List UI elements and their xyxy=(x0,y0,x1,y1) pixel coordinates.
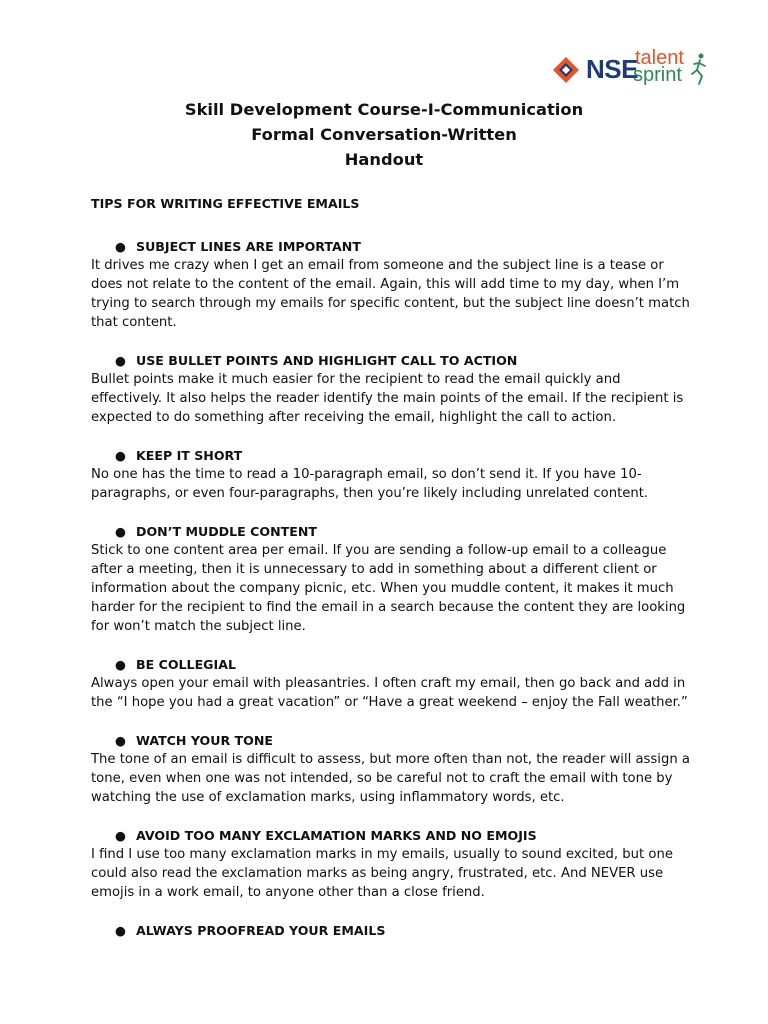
tip-section xyxy=(91,351,691,427)
tip-section xyxy=(91,731,691,807)
bullet-icon: ● xyxy=(115,239,126,254)
tip-heading-label: KEEP IT SHORT xyxy=(136,448,243,463)
tip-heading xyxy=(115,731,691,750)
tip-section xyxy=(91,446,691,503)
tip-section xyxy=(91,522,691,636)
tip-body: I find I use too many exclamation marks in my emails, usually to sound excited, but one could also read the exclamation marks as being angry, frustrated, etc. And NEVER use emojis in a work email, to anyone other than a close friend. xyxy=(91,847,673,900)
tip-heading-label: BE COLLEGIAL xyxy=(136,657,236,672)
tip-body: Always open your email with pleasantries. I often craft my email, then go back and add in the “I hope you had a great vacation” or “Have a great weekend – enjoy the Fall weather.” xyxy=(91,676,688,710)
bullet-icon: ● xyxy=(115,828,126,843)
handout-content xyxy=(91,194,691,959)
tip-body: The tone of an email is difficult to assess, but more often than not, the reader will assign a tone, even when one was not intended, so be careful not to craft the email with tone by watching the use of exclamation marks, using inflammatory words, etc. xyxy=(91,752,690,805)
bullet-icon: ● xyxy=(115,657,126,672)
tip-heading-label: WATCH YOUR TONE xyxy=(136,733,273,748)
document-title: Skill Development Course-I-Communication xyxy=(184,100,584,119)
tip-heading xyxy=(115,237,691,256)
tip-heading xyxy=(115,826,691,845)
document-subtitle: Formal Conversation-Written xyxy=(251,125,517,144)
document-title-block xyxy=(0,97,768,172)
nse-talentsprint-logo xyxy=(552,47,712,90)
bullet-icon: ● xyxy=(115,353,126,368)
tip-section xyxy=(91,237,691,332)
logo-sprint-text: sprint xyxy=(633,64,682,86)
tip-heading xyxy=(115,446,691,465)
tip-body: It drives me crazy when I get an email from someone and the subject line is a tease or does not relate to the content of the email. Again, this will add time to my day, when I’m trying to search through my emails for specific content, but the subject line doesn’t match that content. xyxy=(91,258,690,330)
tip-heading xyxy=(115,351,691,370)
bullet-icon: ● xyxy=(115,524,126,539)
tip-heading xyxy=(115,655,691,674)
tip-heading-label: AVOID TOO MANY EXCLAMATION MARKS AND NO EMOJIS xyxy=(136,828,537,843)
tip-body: Stick to one content area per email. If you are sending a follow-up email to a colleague after a meeting, then it is unnecessary to add in something about a different client or information about the company picnic, etc. When you muddle content, it makes it much harder for the recipient to find the email in a search because the content they are looking for won’t match the subject line. xyxy=(91,543,686,634)
tip-heading xyxy=(115,921,691,940)
tip-heading-label: DON’T MUDDLE CONTENT xyxy=(136,524,317,539)
tip-body: No one has the time to read a 10-paragraph email, so don’t send it. If you have 10-paragraphs, or even four-paragraphs, then you’re likely including unrelated content. xyxy=(91,467,649,501)
tip-section xyxy=(91,655,691,712)
section-heading: TIPS FOR WRITING EFFECTIVE EMAILS xyxy=(91,196,360,211)
tip-body: Bullet points make it much easier for the recipient to read the email quickly and effectively. It also helps the reader identify the main points of the email. If the recipient is expected to do something after receiving the email, highlight the call to action. xyxy=(91,372,684,425)
nse-logo-mark-icon xyxy=(552,56,580,84)
bullet-icon: ● xyxy=(115,923,126,938)
logo-nse-text: NSE xyxy=(586,54,638,84)
tip-heading-label: USE BULLET POINTS AND HIGHLIGHT CALL TO ACTION xyxy=(136,353,518,368)
document-type: Handout xyxy=(344,150,424,169)
tip-section xyxy=(91,921,691,940)
tip-section xyxy=(91,826,691,902)
tip-heading-label: SUBJECT LINES ARE IMPORTANT xyxy=(136,239,361,254)
bullet-icon: ● xyxy=(115,733,126,748)
tip-heading xyxy=(115,522,691,541)
tip-heading-label: ALWAYS PROOFREAD YOUR EMAILS xyxy=(136,923,386,938)
bullet-icon: ● xyxy=(115,448,126,463)
logo-talent-text: talent xyxy=(635,47,684,69)
runner-icon xyxy=(688,52,708,86)
